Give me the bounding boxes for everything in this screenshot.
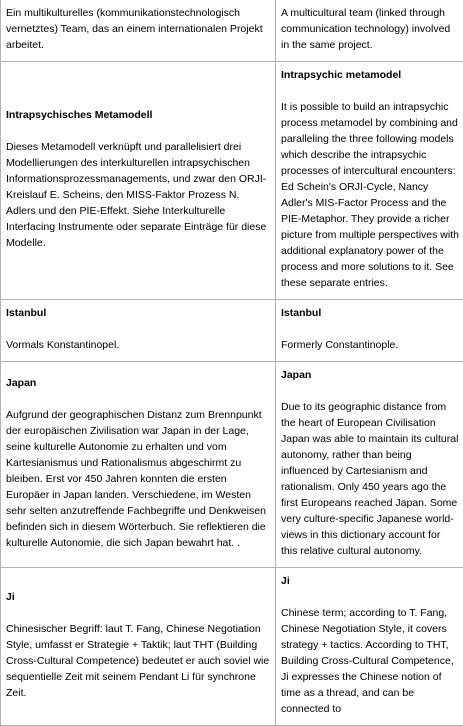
entry-text: Chinesischer Begriff: laut T. Fang, Chinese Negotiation Style, umfasst er Strategie + Taktik; laut THT (Building Cross-Cultural Competence) bedeutet er auch soviel wie sequentielle Zeit mit seinem Pendant Li für synchrone Zeit. [6,621,271,701]
table-row [1,62,463,300]
german-cell [1,300,276,362]
german-cell [1,0,276,62]
table-row [1,300,463,362]
entry-title: Istanbul [6,305,271,321]
entry-text: Formerly Constantinople. [281,337,459,353]
entry-title: Japan [281,367,459,383]
english-cell [276,300,463,362]
table-row [1,362,463,568]
german-cell [1,362,276,568]
entry-title: Istanbul [281,305,459,321]
entry-text: Due to its geographic distance from the heart of European Civilisation Japan was able to maintain its cultural autonomy, rather than being influenced by Cartesianism and rationalism. Only 450 years ago the first Europeans reached Japan. Some very culture-specific Japanese world-views in this dictionary account for this relative cultural autonomy. [281,399,459,559]
german-cell [1,568,276,726]
entry-title: Intrapsychic metamodel [281,67,459,83]
entry-text: A multicultural team (linked through communication technology) involved in the same project. [281,5,459,53]
english-cell [276,568,463,726]
entry-title: Intrapsychisches Metamodell [6,107,271,123]
table-row [1,0,463,62]
english-cell [276,362,463,568]
table-row [1,568,463,726]
english-cell [276,0,463,62]
entry-text: Dieses Metamodell verknüpft und parallelisiert drei Modellierungen des interkulturellen intrapsychischen Informationsprozessmanagements, und zwar den ORJI-Kreislauf E. Scheins, den MISS-Faktor Prozess N. Adlers und den PIE-Effekt. Siehe Interkulturelle Interfacing Instrumente oder separate Einträge für diese Modelle. [6,139,271,251]
entry-title: Ji [6,589,271,605]
entry-text: It is possible to build an intrapsychic process metamodel by combining and paralleling the three following models which describe the intrapsychic processes of intercultural encounters: Ed Schein's ORJI-Cycle, Nancy Adler's MIS-Factor Process and the PIE-Metaphor. They provide a richer picture from multiple perspectives with additional explanatory power of the process and more solutions to it. See these separate entries. [281,99,459,291]
entry-text: Ein multikulturelles (kommunikationstechnologisch vernetztes) Team, das an einem internationalen Projekt arbeitet. [6,5,271,53]
entry-text: Aufgrund der geographischen Distanz zum Brennpunkt der europäischen Zivilisation war Japan in der Lage, seine kulturelle Autonomie zu erhalten und vom Kartesianismus und Rationalismus abgeschirmt zu bleiben. Erst vor 450 Jahren konnten die ersten Europäer in Japan landen. Verschiedene, im Westen sehr selten anzutreffende Fachbegriffe und Denkweisen befinden sich in diesem Wörterbuch. Sie reflektieren die kulturelle Autonomie, die sich Japan bewahrt hat. . [6,407,271,551]
entry-text: Vormals Konstantinopel. [6,337,271,353]
entry-title: Ji [281,573,459,589]
entry-text: Chinese term; according to T. Fang, Chinese Negotiation Style, it covers strategy + tactics. According to THT, Building Cross-Cultural Competence, Ji expresses the Chinese notion of time as a thread, and can be connected to [281,605,459,717]
entry-title: Japan [6,375,271,391]
german-cell [1,62,276,300]
english-cell [276,62,463,300]
